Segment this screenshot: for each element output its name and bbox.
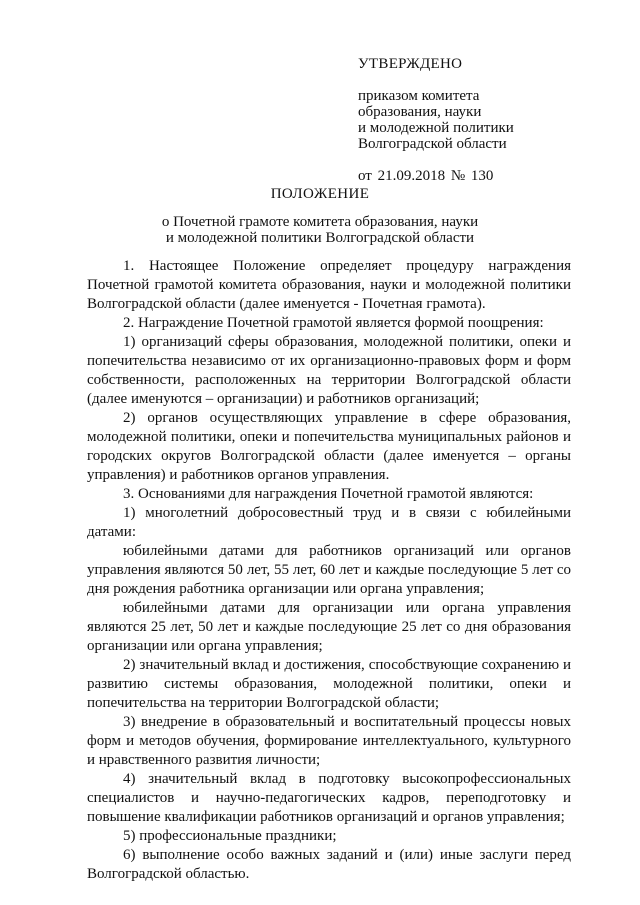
paragraph: 3) внедрение в образовательный и воспитательный процессы новых форм и методов обучения, формирование интеллектуального, культурного и нравственного развития личности; [87,714,571,768]
subtitle-line: и молодежной политики Волгоградской области [165,230,475,246]
approval-date: от 21.09.2018 № 130 [358,168,494,184]
subtitle-line: о Почетной грамоте комитета образования, науки [161,214,479,230]
document-title: ПОЛОЖЕНИЕ [270,186,370,202]
paragraph: 6) выполнение особо важных заданий и (или) иные заслуги перед Волгоградской областью. [87,847,571,882]
approval-order [358,88,598,152]
paragraph: 1. Настоящее Положение определяет процедуру награждения Почетной грамотой комитета образования, науки и молодежной политики Волгоградской области (далее именуется - Почетная грамота). [87,258,571,312]
approval-order-line: приказом комитета [358,88,480,104]
paragraph: 3. Основаниями для награждения Почетной грамотой являются: [123,486,534,502]
paragraph: 2. Награждение Почетной грамотой является формой поощрения: [123,315,544,331]
paragraph: 1) организаций сферы образования, молодежной политики, опеки и попечительства независимо от их организационно-правовых форм и форм собственности, расположенных на территории Волгоградской области (далее именуются – организации) и работников организаций; [87,334,571,407]
paragraph: 5) профессиональные праздники; [123,828,337,844]
paragraph: 4) значительный вклад в подготовку высокопрофессиональных специалистов и научно-педагогических кадров, переподготовку и повышение квалификации работников организаций и органов управления; [87,771,571,825]
approval-block [358,56,598,184]
paragraph: 2) органов осуществляющих управление в сфере образования, молодежной политики, опеки и попечительства муниципальных районов и городских округов Волгоградской области (далее именуется – органы управления) и работников органов управления. [87,410,571,483]
approval-order-line: образования, науки [358,104,482,120]
approval-heading: УТВЕРЖДЕНО [358,56,463,72]
document-body [87,257,571,884]
approval-order-line: и молодежной политики [358,120,514,136]
paragraph: 1) многолетний добросовестный труд и в связи с юбилейными датами: [87,505,571,540]
approval-order-line: Волгоградской области [358,136,507,152]
paragraph: 2) значительный вклад и достижения, способствующие сохранению и развитию системы образования, молодежной политики, опеки и попечительства на территории Волгоградской области; [87,657,571,711]
document-subtitle [0,214,640,246]
paragraph: юбилейными датами для организации или органа управления являются 25 лет, 50 лет и каждые последующие 25 лет со дня образования организации или органа управления; [87,600,571,654]
paragraph: юбилейными датами для работников организаций или органов управления являются 50 лет, 55 лет, 60 лет и каждые последующие 5 лет со дня рождения работника организации или органа управления; [87,543,571,597]
